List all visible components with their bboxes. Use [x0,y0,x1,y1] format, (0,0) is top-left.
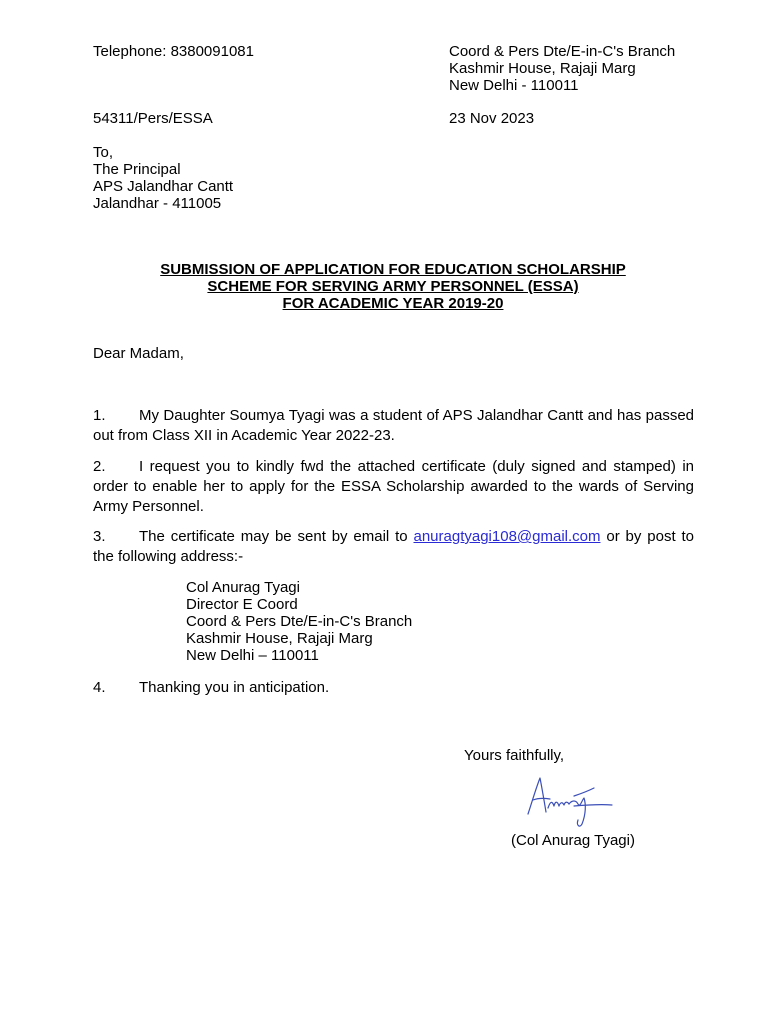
sender-address [449,43,675,94]
letter-date: 23 Nov 2023 [449,110,535,127]
paragraph-number: 1. [93,407,106,424]
subject-line: FOR ACADEMIC YEAR 2019-20 [282,295,504,312]
mailing-address-line: Kashmir House, Rajaji Marg [186,630,373,647]
sender-address-line: Coord & Pers Dte/E-in-C's Branch [449,43,676,60]
mailing-address [186,579,412,664]
subject-line: SUBMISSION OF APPLICATION FOR EDUCATION SCHOLARSHIP [160,261,626,278]
reference-number: 54311/Pers/ESSA [93,110,213,127]
recipient-line: To, [93,144,114,161]
recipient-block [93,144,233,212]
signature-stroke [569,798,585,826]
paragraph-2 [93,457,694,517]
sender-address-line: Kashmir House, Rajaji Marg [449,60,636,77]
paragraph-text: Thanking you in anticipation. [139,679,330,696]
subject-heading [93,261,693,312]
salutation: Dear Madam, [93,345,184,362]
paragraph-text: The certificate may be sent by email to [139,528,414,545]
mailing-address-line: Col Anurag Tyagi [186,579,300,596]
paragraph-number: 3. [93,528,106,545]
closing: Yours faithfully, [464,747,565,764]
paragraph-number: 2. [93,458,106,475]
signature-stroke [528,778,546,814]
signatory-name: (Col Anurag Tyagi) [511,832,635,849]
sender-address-line: New Delhi - 110011 [449,77,579,94]
recipient-line: Jalandhar - 411005 [93,195,222,212]
recipient-line: The Principal [93,161,181,178]
email-link[interactable]: anuragtyagi108@gmail.com [413,528,601,545]
signature-image [524,774,616,830]
signature-stroke [533,798,550,800]
mailing-address-line: Director E Coord [186,596,298,613]
subject-line: SCHEME FOR SERVING ARMY PERSONNEL (ESSA) [207,278,579,295]
paragraph-1 [93,406,694,446]
paragraph-text: My Daughter Soumya Tyagi was a student of APS Jalandhar Cantt and has passed out from Class XII in Academic Year 2022-23. [93,407,694,444]
paragraph-text: or by post to the following address:- [93,528,694,565]
recipient-line: APS Jalandhar Cantt [93,178,234,195]
paragraph-number: 4. [93,679,106,696]
paragraph-3 [93,527,694,567]
signature-stroke [548,802,569,808]
paragraph-4 [93,678,694,698]
mailing-address-line: New Delhi – 110011 [186,647,319,664]
paragraph-text: I request you to kindly fwd the attached certificate (duly signed and stamped) in order to enable her to apply for the ESSA Scholarship awarded to the wards of Serving Army Personnel. [93,458,694,515]
telephone: Telephone: 8380091081 [93,43,254,60]
signature-stroke [574,788,594,796]
mailing-address-line: Coord & Pers Dte/E-in-C's Branch [186,613,413,630]
